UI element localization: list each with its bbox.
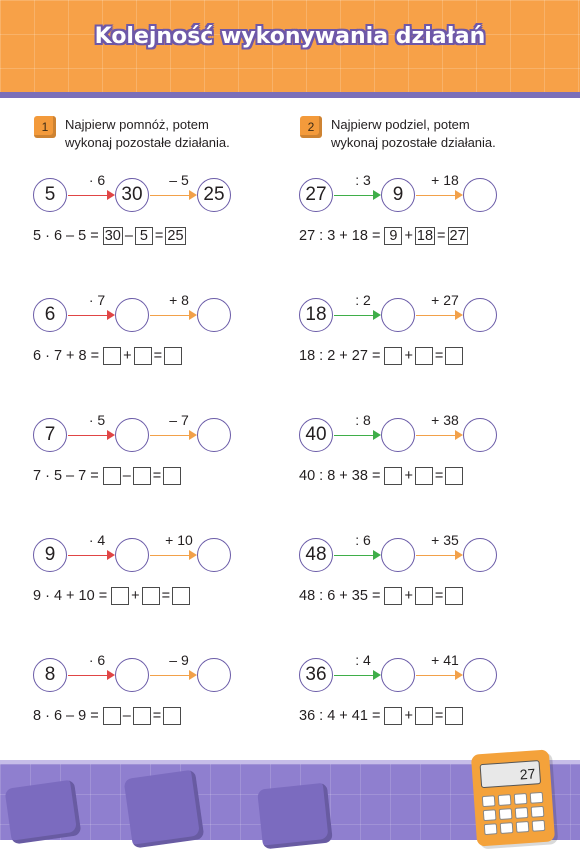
equation-expression: 6 · 7 + 8 = bbox=[33, 348, 100, 364]
decorative-key bbox=[257, 783, 333, 850]
answer-box[interactable] bbox=[163, 467, 181, 485]
operation-label: · 5 bbox=[88, 412, 106, 428]
equation-sign: = bbox=[434, 468, 444, 484]
section-number-badge: 2 bbox=[300, 116, 322, 138]
start-number-circle: 36 bbox=[299, 658, 333, 692]
exercise-row bbox=[266, 652, 536, 758]
operation-label: + 8 bbox=[169, 292, 189, 308]
operation-label: + 10 bbox=[165, 532, 193, 548]
header-stripe bbox=[0, 92, 580, 98]
answer-box[interactable] bbox=[163, 707, 181, 725]
answer-circle[interactable]: 25 bbox=[197, 178, 231, 212]
instruction-line: Najpierw podziel, potem bbox=[331, 117, 470, 132]
answer-box[interactable] bbox=[133, 707, 151, 725]
answer-box[interactable] bbox=[133, 467, 151, 485]
answer-box[interactable] bbox=[134, 347, 152, 365]
operation-label: · 7 bbox=[88, 292, 106, 308]
answer-circle[interactable] bbox=[197, 658, 231, 692]
equation-sign: = bbox=[434, 708, 444, 724]
operation-label: : 3 bbox=[355, 172, 371, 188]
answer-box[interactable]: 18 bbox=[416, 228, 434, 244]
answer-box[interactable] bbox=[164, 347, 182, 365]
equation-sign: + bbox=[404, 588, 413, 604]
answer-circle[interactable] bbox=[463, 298, 497, 332]
decorative-key bbox=[4, 779, 81, 844]
answer-box[interactable]: 5 bbox=[135, 227, 153, 245]
operation-label: – 7 bbox=[169, 412, 189, 428]
answer-box[interactable] bbox=[103, 347, 121, 365]
start-number-circle: 8 bbox=[33, 658, 67, 692]
equation-sign: – bbox=[122, 468, 131, 484]
answer-box[interactable]: 30 bbox=[104, 228, 121, 244]
answer-box[interactable] bbox=[415, 467, 433, 485]
section-1 bbox=[34, 114, 304, 734]
section-instruction bbox=[331, 116, 561, 152]
operation-label: – 9 bbox=[169, 652, 189, 668]
equation bbox=[33, 227, 186, 245]
equation-sign: + bbox=[404, 468, 413, 484]
answer-box[interactable] bbox=[445, 587, 463, 605]
answer-box[interactable] bbox=[103, 467, 121, 485]
equation-expression: 5 · 6 – 5 = bbox=[33, 228, 99, 244]
answer-box[interactable] bbox=[384, 467, 402, 485]
decorative-key bbox=[123, 769, 204, 848]
equation bbox=[299, 467, 463, 485]
exercise-row bbox=[0, 172, 270, 278]
equation bbox=[33, 347, 182, 365]
equation-sign: = bbox=[152, 708, 162, 724]
start-number-circle: 5 bbox=[33, 178, 67, 212]
operation-label: + 35 bbox=[431, 532, 459, 548]
operation-label: : 2 bbox=[355, 292, 371, 308]
equation-sign: = bbox=[153, 348, 163, 364]
page-title: Kolejność wykonywania działań bbox=[94, 24, 486, 49]
start-number-circle: 7 bbox=[33, 418, 67, 452]
start-number-circle: 6 bbox=[33, 298, 67, 332]
calculator-display: 27 bbox=[480, 760, 542, 788]
equation-sign: = bbox=[152, 468, 162, 484]
answer-box[interactable] bbox=[445, 467, 463, 485]
equation-sign: – bbox=[122, 708, 131, 724]
answer-box[interactable] bbox=[445, 347, 463, 365]
exercise-row bbox=[0, 412, 270, 518]
answer-circle[interactable] bbox=[463, 418, 497, 452]
equation bbox=[299, 707, 463, 725]
equation-expression: 8 · 6 – 9 = bbox=[33, 708, 99, 724]
equation-expression: 36 : 4 + 41 = bbox=[299, 708, 381, 724]
equation-sign: + bbox=[131, 588, 140, 604]
equation-sign: = bbox=[437, 228, 446, 244]
equation bbox=[33, 707, 181, 725]
exercise-row bbox=[0, 652, 270, 758]
equation-sign: + bbox=[123, 348, 132, 364]
start-number-circle: 48 bbox=[299, 538, 333, 572]
operation-label: + 18 bbox=[431, 172, 459, 188]
section-2 bbox=[300, 114, 570, 734]
section-number-badge: 1 bbox=[34, 116, 56, 138]
answer-circle[interactable]: 9 bbox=[381, 178, 415, 212]
answer-box[interactable]: 9 bbox=[384, 227, 402, 245]
operation-label: + 41 bbox=[431, 652, 459, 668]
equation-sign: – bbox=[124, 228, 133, 244]
answer-circle[interactable] bbox=[197, 418, 231, 452]
instruction-line: wykonaj pozostałe działania. bbox=[331, 135, 496, 150]
answer-box[interactable] bbox=[103, 707, 121, 725]
answer-circle[interactable] bbox=[463, 658, 497, 692]
answer-circle[interactable] bbox=[463, 538, 497, 572]
start-number-circle: 9 bbox=[33, 538, 67, 572]
answer-box[interactable] bbox=[415, 587, 433, 605]
equation bbox=[33, 467, 181, 485]
equation-sign: = bbox=[154, 228, 164, 244]
exercise-row bbox=[0, 292, 270, 398]
answer-box[interactable] bbox=[415, 707, 433, 725]
answer-box[interactable] bbox=[384, 707, 402, 725]
equation-sign: = bbox=[161, 588, 171, 604]
answer-box[interactable]: 27 bbox=[449, 228, 466, 244]
answer-box[interactable] bbox=[172, 587, 190, 605]
section-instruction bbox=[65, 116, 295, 152]
equation bbox=[299, 347, 463, 365]
operation-label: – 5 bbox=[169, 172, 189, 188]
equation-expression: 7 · 5 – 7 = bbox=[33, 468, 99, 484]
equation-sign: + bbox=[404, 708, 413, 724]
exercise-row bbox=[266, 172, 536, 278]
answer-box[interactable] bbox=[445, 707, 463, 725]
equation-expression: 27 : 3 + 18 = bbox=[299, 228, 381, 244]
answer-box[interactable] bbox=[111, 587, 129, 605]
calculator-keys bbox=[482, 792, 547, 835]
equation-sign: = bbox=[434, 348, 444, 364]
equation-expression: 18 : 2 + 27 = bbox=[299, 348, 381, 364]
operation-label: : 4 bbox=[355, 652, 371, 668]
equation bbox=[33, 587, 190, 605]
answer-circle[interactable]: 30 bbox=[115, 178, 149, 212]
start-number-circle: 27 bbox=[299, 178, 333, 212]
answer-circle[interactable] bbox=[197, 298, 231, 332]
operation-label: · 6 bbox=[88, 652, 106, 668]
equation-sign: + bbox=[404, 348, 413, 364]
exercise-row bbox=[266, 412, 536, 518]
answer-box[interactable] bbox=[142, 587, 160, 605]
instruction-line: wykonaj pozostałe działania. bbox=[65, 135, 230, 150]
equation-expression: 9 · 4 + 10 = bbox=[33, 588, 108, 604]
equation-expression: 48 : 6 + 35 = bbox=[299, 588, 381, 604]
exercise-row bbox=[266, 292, 536, 398]
start-number-circle: 40 bbox=[299, 418, 333, 452]
calculator-illustration bbox=[471, 749, 555, 846]
answer-circle[interactable] bbox=[197, 538, 231, 572]
equation-sign: + bbox=[404, 228, 413, 244]
instruction-line: Najpierw pomnóż, potem bbox=[65, 117, 209, 132]
operation-label: · 6 bbox=[88, 172, 106, 188]
answer-circle[interactable] bbox=[463, 178, 497, 212]
start-number-circle: 18 bbox=[299, 298, 333, 332]
equation-sign: = bbox=[434, 588, 444, 604]
answer-box[interactable] bbox=[384, 587, 402, 605]
answer-box[interactable] bbox=[384, 347, 402, 365]
exercise-row bbox=[266, 532, 536, 638]
operation-label: + 38 bbox=[431, 412, 459, 428]
operation-label: : 8 bbox=[355, 412, 371, 428]
operation-label: + 27 bbox=[431, 292, 459, 308]
answer-box[interactable] bbox=[415, 347, 433, 365]
operation-label: · 4 bbox=[88, 532, 106, 548]
equation bbox=[299, 227, 468, 245]
answer-box[interactable]: 25 bbox=[167, 228, 184, 244]
equation bbox=[299, 587, 463, 605]
operation-label: : 6 bbox=[355, 532, 371, 548]
equation-expression: 40 : 8 + 38 = bbox=[299, 468, 381, 484]
exercise-row bbox=[0, 532, 270, 638]
